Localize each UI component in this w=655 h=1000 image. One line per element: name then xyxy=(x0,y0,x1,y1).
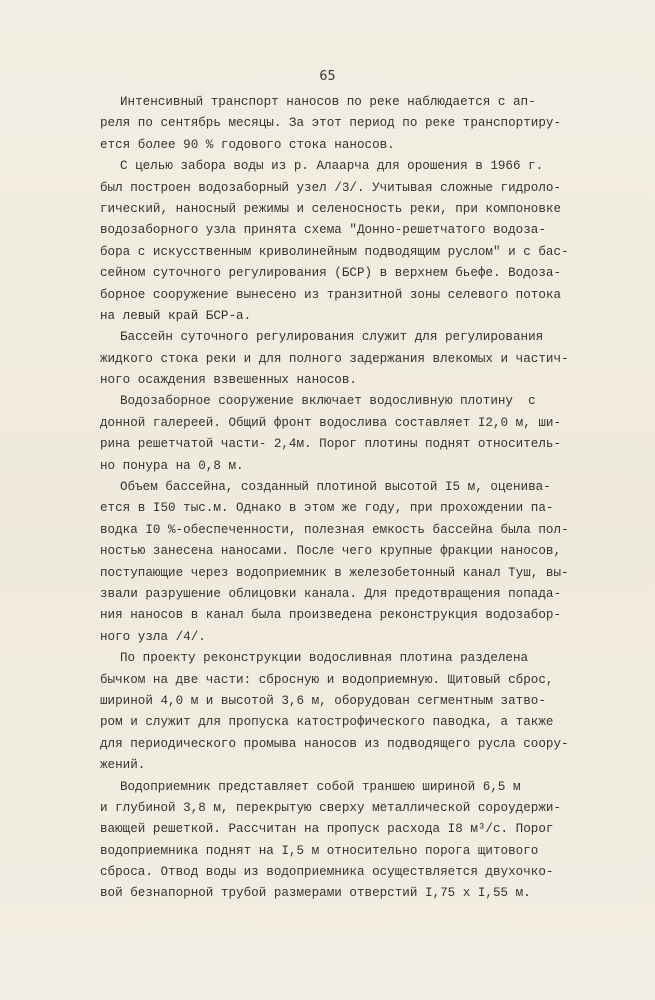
text-line: гический, наносный режимы и селеносность реки, при компоновке xyxy=(100,201,562,216)
text-line: поступающие через водоприемник в железобетонный канал Туш, вы- xyxy=(100,565,569,580)
text-line: реля по сентябрь месяцы. За этот период по реке транспортиру- xyxy=(100,116,562,131)
text-line: Водозаборное сооружение включает водосливную плотину с xyxy=(120,394,536,409)
text-line: По проекту реконструкции водосливная плотина разделена xyxy=(120,651,529,666)
text-line: Бассейн суточного регулирования служит для регулирования xyxy=(120,330,544,345)
body-text xyxy=(100,92,569,905)
text-line: донной галереей. Общий фронт водослива составляет I2,0 м, ши- xyxy=(100,415,562,430)
text-line: Водоприемник представляет собой траншею шириной 6,5 м xyxy=(120,779,521,794)
text-line: бычком на две части: сбросную и водоприемную. Щитовый сброс, xyxy=(100,672,554,687)
text-line: сейном суточного регулирования (БСР) в верхнем бьефе. Водоза- xyxy=(100,266,562,281)
text-line: Интенсивный транспорт наносов по реке наблюдается с ап- xyxy=(120,95,536,109)
text-line: сброса. Отвод воды из водоприемника осуществляется двухочко- xyxy=(100,865,554,880)
text-line: Объем бассейна, созданный плотиной высотой I5 м, оценива- xyxy=(120,480,551,495)
text-line: на левый край БСР-а. xyxy=(100,308,252,323)
text-line: был построен водозаборный узел /3/. Учитывая сложные гидроло- xyxy=(100,180,562,195)
text-line: борное сооружение вынесено из транзитной зоны селевого потока xyxy=(100,287,562,302)
text-line: вающей решеткой. Рассчитан на пропуск расхода I8 м³/с. Порог xyxy=(100,822,554,837)
text-line: вой безнапорной трубой размерами отверстий I,75 x I,55 м. xyxy=(100,886,531,901)
text-line: водоприемника поднят на I,5 м относительно порога щитового xyxy=(100,843,539,858)
text-line: ного осаждения взвешенных наносов. xyxy=(100,373,357,388)
text-line: ного узла /4/. xyxy=(100,629,206,644)
text-line: ется более 90 % годового стока наносов. xyxy=(100,137,395,152)
page-number: 65 xyxy=(319,68,336,84)
text-line: С целью забора воды из р. Алаарча для орошения в 1966 г. xyxy=(120,159,544,174)
text-line: рина решетчатой части- 2,4м. Порог плотины поднят относитель- xyxy=(100,437,562,452)
text-line: ния наносов в канал была произведена реконструкция водозабор- xyxy=(100,608,562,623)
text-line: но понура на 0,8 м. xyxy=(100,458,244,473)
text-line: ром и служит для пропуска катострофического паводка, а также xyxy=(100,715,554,730)
text-line: ностью занесена наносами. После чего крупные фракции наносов, xyxy=(100,544,562,559)
text-line: жений. xyxy=(100,758,146,773)
text-line: шириной 4,0 м и высотой 3,6 м, оборудован сегментным затво- xyxy=(100,693,546,708)
text-line: водка I0 %-обеспеченности, полезная емкость бассейна была пол- xyxy=(100,522,569,537)
text-line: водозаборного узла принята схема "Донно-решетчатого водоза- xyxy=(100,223,546,238)
text-line: ется в I50 тыс.м. Однако в этом же году, при прохождении па- xyxy=(100,501,554,516)
text-line: бора с искусственным криволинейным подводящим руслом" и с бас- xyxy=(100,244,569,259)
text-line: жидкого стока реки и для полного задержания влекомых и частич- xyxy=(100,351,569,366)
text-line: и глубиной 3,8 м, перекрытую сверху металлической сороудержи- xyxy=(100,800,562,815)
text-line: звали разрушение облицовки канала. Для предотвращения попада- xyxy=(100,586,562,601)
text-line: для периодического промыва наносов из подводящего русла соору- xyxy=(100,736,569,751)
